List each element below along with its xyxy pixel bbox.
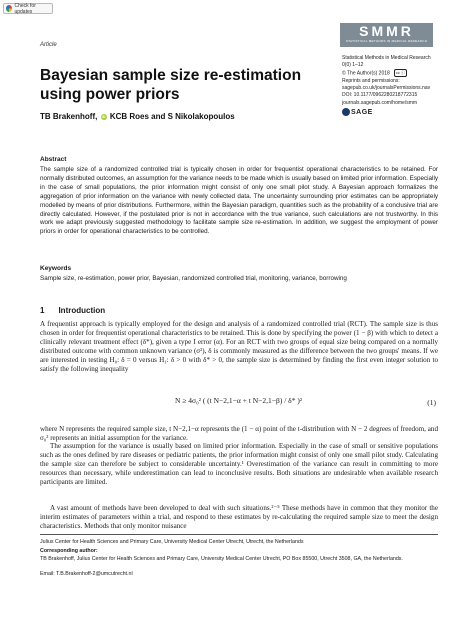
journal-acronym: SMMR bbox=[359, 23, 414, 39]
copyright-line: © The Author(s) 2018 cc ⓘ bbox=[342, 70, 405, 77]
paper-title: Bayesian sample size re-estimation using power priors bbox=[40, 67, 302, 103]
section-heading bbox=[40, 306, 105, 315]
section-number: 1 bbox=[40, 306, 45, 315]
orcid-icon[interactable]: iD bbox=[101, 113, 106, 119]
journal-name: Statistical Methods in Medical Research bbox=[342, 55, 431, 61]
abstract-text: The sample size of a randomized controlled trial is typically chosen in order for frequentist operational characteristics to be retained. For normally distributed outcomes, an assumption for the variance needs to be made which is usually based on limited prior information. Especially in the case of small populations, the prior information might consist of only one small pilot study. A Bayesian approach formalizes the aggregation of prior information on the variance with newly collected data. The uncertainty surrounding prior estimates can be appropriately modelled by means of prior distributions. Furthermore, within the Bayesian paradigm, quantities such as the probability of a conclusive trial are directly calculated. However, if the postulated prior is not in accordance with the true variance, such calculations are not trustworthy. In this work we adapt previously suggested methodology to facilitate sample size re-estimation. In addition, we suggest the employment of power priors in order for operational characteristics to be controlled. bbox=[40, 166, 438, 236]
journal-logo bbox=[340, 23, 433, 47]
keywords-heading: Keywords bbox=[40, 265, 72, 272]
equation-number: (1) bbox=[427, 398, 436, 407]
footnote-divider bbox=[40, 534, 438, 535]
check-for-updates-badge[interactable] bbox=[3, 3, 53, 14]
intro-paragraph-4: A vast amount of methods have been developed to deal with such situations.²⁻⁵ These methods have in common that they monitor the interim estimates of parameters within a trial, and respond to these estimates by re-calculating the required sample size to meet the design characteristics. Methods that only monitor nuisance bbox=[40, 504, 438, 530]
author-email[interactable]: Email: T.B.Brakenhoff-2@umcutrecht.nl bbox=[40, 571, 133, 577]
author-first: TB Brakenhoff, bbox=[40, 112, 98, 121]
reprints-line: Reprints and permissions: bbox=[342, 77, 400, 84]
abstract-heading: Abstract bbox=[40, 156, 67, 163]
article-type-label: Article bbox=[40, 42, 57, 48]
intro-paragraph-1: A frequentist approach is typically employed for the design and analysis of a randomized controlled trial (RCT). The sample size is thus chosen in order for frequentist operational characteristics to be retained. This is done by specifying the power (1 − β) with which to detect a clinically relevant treatment effect (δ*), given a type I error (α). For an RCT with two groups of equal size being compared on a normally distributed outcome with common unknown variance (σ²), δ is commonly measured as the difference between the two groups' means. If we are interested in testing H₀: δ = 0 versus H₁: δ > 0 with δ* > 0, the sample size is determined by finding the first even integer solution to satisfy the following inequality bbox=[40, 320, 438, 373]
corresponding-author-heading: Corresponding author: bbox=[40, 548, 98, 554]
journal-pages: 0(0) 1–12 bbox=[342, 62, 364, 69]
doi-link[interactable]: DOI: 10.1177/0962280218772315 bbox=[342, 92, 418, 99]
author-line bbox=[40, 112, 235, 121]
cc-license-icon: cc ⓘ bbox=[395, 70, 405, 76]
sage-icon bbox=[342, 108, 350, 116]
crossmark-icon bbox=[6, 5, 12, 12]
intro-paragraph-2: where N represents the required sample size, t N−2,1−α represents the (1 − α) point of the t-distribution with N − 2 degrees of freedom, and σ₀² represents an initial assumption for the variance. bbox=[40, 425, 438, 442]
author-rest: KCB Roes and S Nikolakopoulos bbox=[109, 112, 235, 121]
check-for-updates-label: Check for updates bbox=[14, 2, 36, 15]
equation-1 bbox=[40, 392, 438, 414]
journal-meta bbox=[342, 55, 442, 116]
journal-logo-subtitle: STATISTICAL METHODS IN MEDICAL RESEARCH bbox=[345, 39, 428, 43]
publisher-logo: SAGE bbox=[342, 108, 442, 116]
journal-home-link[interactable]: journals.sagepub.com/home/smm bbox=[342, 99, 418, 106]
equation-formula: N ≥ 4σ₀² ( (t N−2,1−α + t N−2,1−β) / δ* )² bbox=[175, 396, 303, 405]
corresponding-author-text: TB Brakenhoff, Julius Center for Health Sciences and Primary Care, University Medical Center Utrecht, PO Box 85500, Utrecht 3508, GA, the Netherlands. bbox=[40, 556, 403, 562]
intro-paragraph-3: The assumption for the variance is usually based on limited prior information. Especially in the case of small or sensitive populations such as the ones defined by rare diseases or pediatric patients, the prior information might consist of only one small pilot study. Calculating the sample size can therefore be subject to considerable uncertainty.¹ Overestimation of the variance can result in committing to more resources than necessary, while underestimation can lead to inconclusive results. Both situations are undesirable when available research participants are limited. bbox=[40, 442, 438, 486]
section-title: Introduction bbox=[58, 306, 106, 315]
affiliation: Julius Center for Health Sciences and Primary Care, University Medical Center Utrecht, Utrecht, the Netherlands bbox=[40, 539, 304, 545]
permissions-link[interactable]: sagepub.co.uk/journalsPermissions.nav bbox=[342, 85, 431, 92]
keywords-text: Sample size, re-estimation, power prior, Bayesian, randomized controlled trial, monitoring, variance, borrowing bbox=[40, 275, 347, 282]
